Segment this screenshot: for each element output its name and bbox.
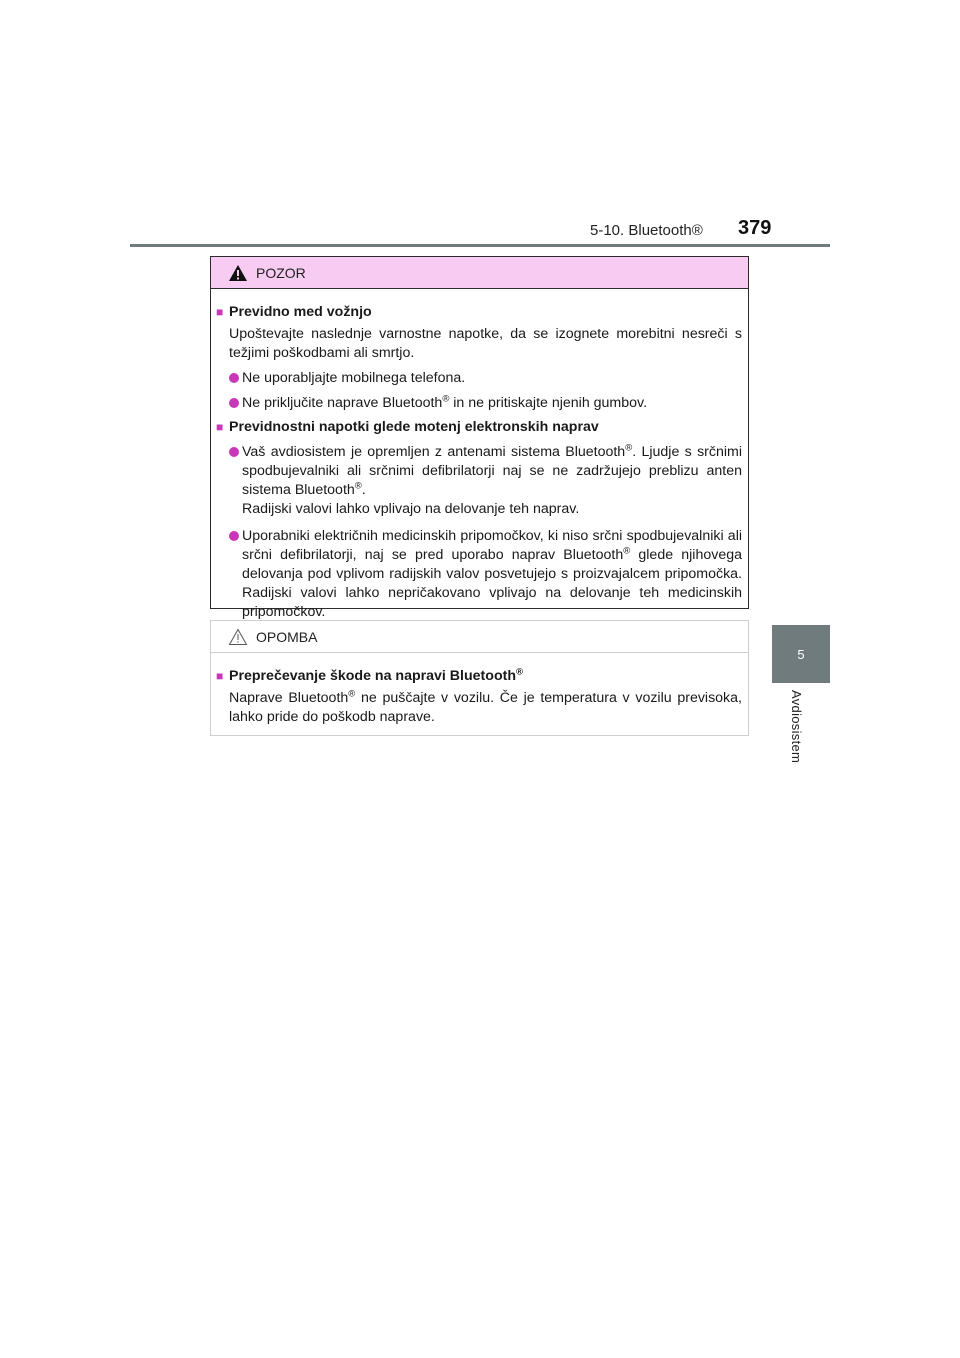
square-bullet-icon: ■ bbox=[216, 420, 224, 434]
bullet-dot-icon bbox=[229, 447, 239, 457]
list-item: Vaš avdiosistem je opremljen z antenami sistema Bluetooth®. Ljudje s srčnimi spodbujevalniki ali srčnimi defibrilatorji naj se ne zadržujejo preblizu anten sistema Bluetooth®. Radijski valovi lahko vplivajo na delovanje teh naprav. bbox=[216, 443, 742, 519]
chapter-number: 5 bbox=[797, 646, 805, 662]
registered-mark: ® bbox=[442, 393, 450, 405]
chapter-label: Avdiosistem bbox=[789, 690, 804, 764]
list-item: Ne priključite naprave Bluetooth® in ne pritiskajte njenih gumbov. bbox=[216, 394, 742, 413]
page-number: 379 bbox=[738, 217, 772, 239]
bullet-dot-icon bbox=[229, 398, 239, 408]
caution-heading-driving: ■ Previdno med vožnjo bbox=[216, 304, 372, 320]
list-item: Ne uporabljajte mobilnega telefona. bbox=[216, 369, 742, 388]
caution-heading-interference: ■ Previdnostni napotki glede motenj elektronskih naprav bbox=[216, 419, 599, 435]
chapter-tab bbox=[772, 625, 830, 683]
bullet-dot-icon bbox=[229, 373, 239, 383]
section-title: 5-10. Bluetooth® bbox=[590, 222, 703, 239]
square-bullet-icon: ■ bbox=[216, 669, 224, 683]
note-heading: ■ Preprečevanje škode na napravi Bluetooth® bbox=[216, 666, 523, 684]
note-body bbox=[211, 653, 748, 727]
note-text: Naprave Bluetooth® ne puščajte v vozilu. Če je temperatura v vozilu previsoka, lahko pride do poškodb naprave. bbox=[229, 688, 742, 725]
warning-outline-icon bbox=[228, 628, 248, 646]
bullet-dot-icon bbox=[229, 531, 239, 541]
caution-body bbox=[211, 289, 748, 622]
header-divider bbox=[130, 244, 830, 247]
caution-title: POZOR bbox=[256, 264, 306, 281]
caution-intro: Upoštevajte naslednje varnostne napotke, da se izognete morebitni nesreči s težjimi poškodbami ali smrtjo. bbox=[229, 326, 742, 361]
note-box bbox=[210, 620, 749, 736]
square-bullet-icon: ■ bbox=[216, 305, 224, 319]
warning-icon bbox=[228, 264, 248, 282]
note-header bbox=[211, 621, 748, 653]
list-item: Uporabniki električnih medicinskih pripomočkov, ki niso srčni spodbujevalniki ali srčni defibrilatorji, naj se pred uporabo naprav Bluetooth® glede njihovega delovanja pod vplivom radijskih valov posvetujejo s proizvajalcem pripomočka. Radijski valovi lahko nepričakovano vplivajo na delovanje teh medicinskih pripomočkov. bbox=[216, 527, 742, 622]
caution-header bbox=[211, 257, 748, 289]
caution-box bbox=[210, 256, 749, 620]
note-title: OPOMBA bbox=[256, 628, 318, 645]
